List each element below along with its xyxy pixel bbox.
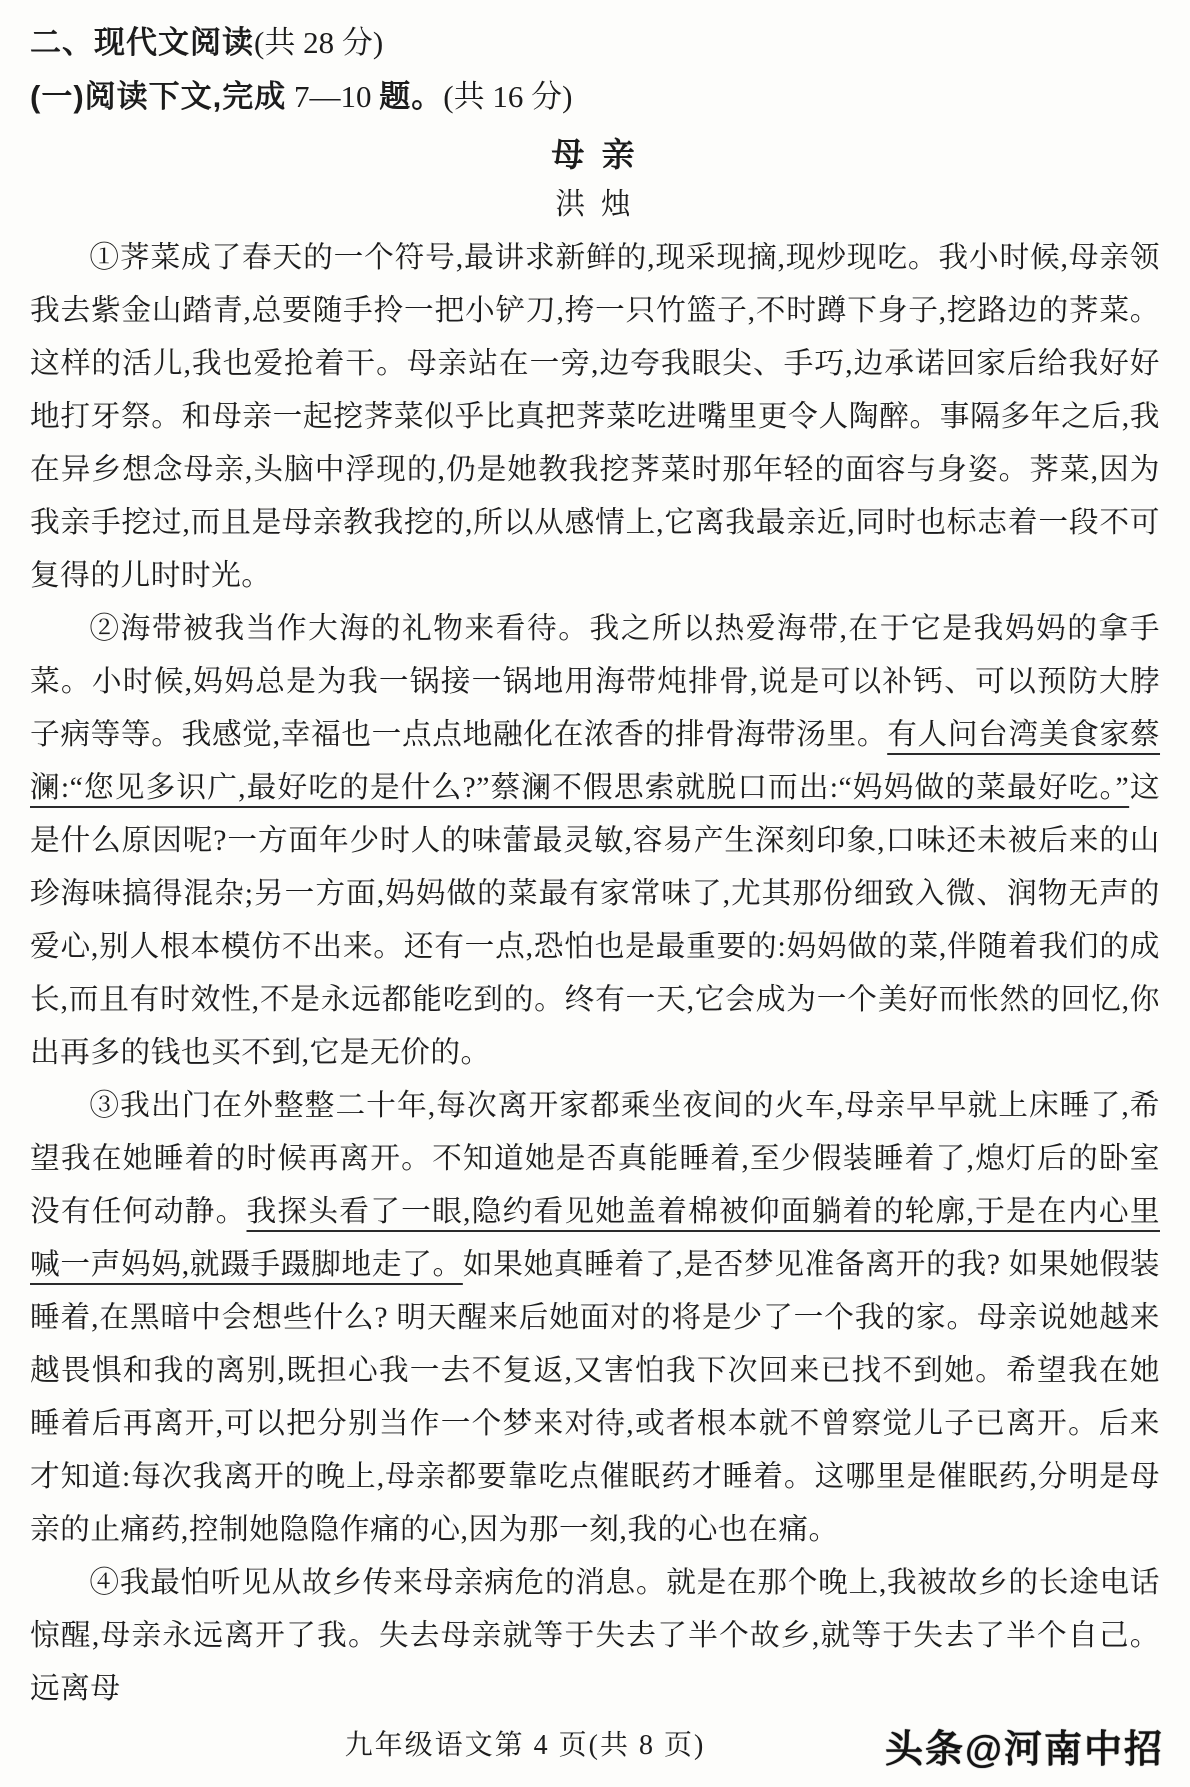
page-footer: 九年级语文第 4 页(共 8 页) bbox=[344, 1730, 706, 1761]
section-heading-title: 二、现代文阅读 bbox=[30, 25, 254, 60]
watermark: 头条@河南中招 bbox=[884, 1729, 1164, 1771]
passage-body bbox=[30, 232, 1160, 1716]
instruction-text-post: 题。 bbox=[379, 79, 444, 114]
paragraph-3 bbox=[30, 1080, 1160, 1557]
instruction-score: (共 16 分) bbox=[443, 79, 573, 114]
reading-instruction bbox=[30, 70, 1160, 124]
paragraph-2 bbox=[30, 603, 1160, 1080]
paragraph-1 bbox=[30, 232, 1160, 603]
paragraph-3-text-continued: 如果她真睡着了,是否梦见准备离开的我? 如果她假装睡着,在黑暗中会想些什么? 明天醒来后她面对的将是少了一个我的家。母亲说她越来越畏惧和我的离别,既担心我一去不复返,又害怕我下次回来已找不到她。希望我在她睡着后再离开,可以把分别当作一个梦来对待,或者根本就不曾察觉儿子已离开。后来才知道:每次我离开的晚上,母亲都要靠吃点催眠药才睡着。这哪里是催眠药,分明是母亲的止痛药,控制她隐隐作痛的心,因为那一刻,我的心也在痛。 bbox=[30, 1249, 1160, 1546]
paragraph-2-text: ②海带被我当作大海的礼物来看待。我之所以热爱海带,在于它是我妈妈的拿手菜。小时候,妈妈总是为我一锅接一锅地用海带炖排骨,说是可以补钙、可以预防大脖子病等等。我感觉,幸福也一点点地融化在浓香的排骨海带汤里。 bbox=[30, 613, 1160, 751]
paragraph-4-text: ④我最怕听见从故乡传来母亲病危的消息。就是在那个晚上,我被故乡的长途电话惊醒,母亲永远离开了我。失去母亲就等于失去了半个故乡,就等于失去了半个自己。远离母 bbox=[30, 1567, 1160, 1705]
section-heading-score: (共 28 分) bbox=[254, 25, 384, 60]
paragraph-3-text: ③我出门在外整整二十年,每次离开家都乘坐夜间的火车,母亲早早就上床睡了,希望我在她睡着的时候再离开。不知道她是否真能睡着,至少假装睡着了,熄灯后的卧室没有任何动静。 bbox=[30, 1090, 1160, 1228]
instruction-question-range: 7—10 bbox=[286, 79, 380, 114]
passage-title: 母 亲 bbox=[551, 136, 639, 173]
section-heading bbox=[30, 16, 1160, 70]
passage-author: 洪 烛 bbox=[555, 188, 635, 221]
paragraph-4 bbox=[30, 1557, 1160, 1716]
paragraph-2-text-continued: 这是什么原因呢?一方面年少时人的味蕾最灵敏,容易产生深刻印象,口味还未被后来的山珍海味搞得混杂;另一方面,妈妈做的菜最有家常味了,尤其那份细致入微、润物无声的爱心,别人根本模仿不出来。还有一点,恐怕也是最重要的:妈妈做的菜,伴随着我们的成长,而且有时效性,不是永远都能吃到的。终有一天,它会成为一个美好而怅然的回忆,你出再多的钱也买不到,它是无价的。 bbox=[30, 772, 1161, 1069]
paragraph-2-underlined-quote: 有人问台湾美食家蔡澜:“您见多识广,最好吃的是什么?”蔡澜不假思索就脱口而出:“妈妈做的菜最好吃。” bbox=[30, 719, 1161, 804]
instruction-text-pre: (一)阅读下文,完成 bbox=[30, 79, 287, 114]
paragraph-1-text: ①荠菜成了春天的一个符号,最讲求新鲜的,现采现摘,现炒现吃。我小时候,母亲领我去紫金山踏青,总要随手拎一把小铲刀,挎一只竹篮子,不时蹲下身子,挖路边的荠菜。这样的活儿,我也爱抢着干。母亲站在一旁,边夸我眼尖、手巧,边承诺回家后给我好好地打牙祭。和母亲一起挖荠菜似乎比真把荠菜吃进嘴里更令人陶醉。事隔多年之后,我在异乡想念母亲,头脑中浮现的,仍是她教我挖荠菜时那年轻的面容与身姿。荠菜,因为我亲手挖过,而且是母亲教我挖的,所以从感情上,它离我最亲近,同时也标志着一段不可复得的儿时时光。 bbox=[30, 242, 1160, 592]
paragraph-3-underlined-sentence: 我探头看了一眼,隐约看见她盖着棉被仰面躺着的轮廓,于是在内心里喊一声妈妈,就蹑手蹑脚地走了。 bbox=[30, 1196, 1160, 1281]
